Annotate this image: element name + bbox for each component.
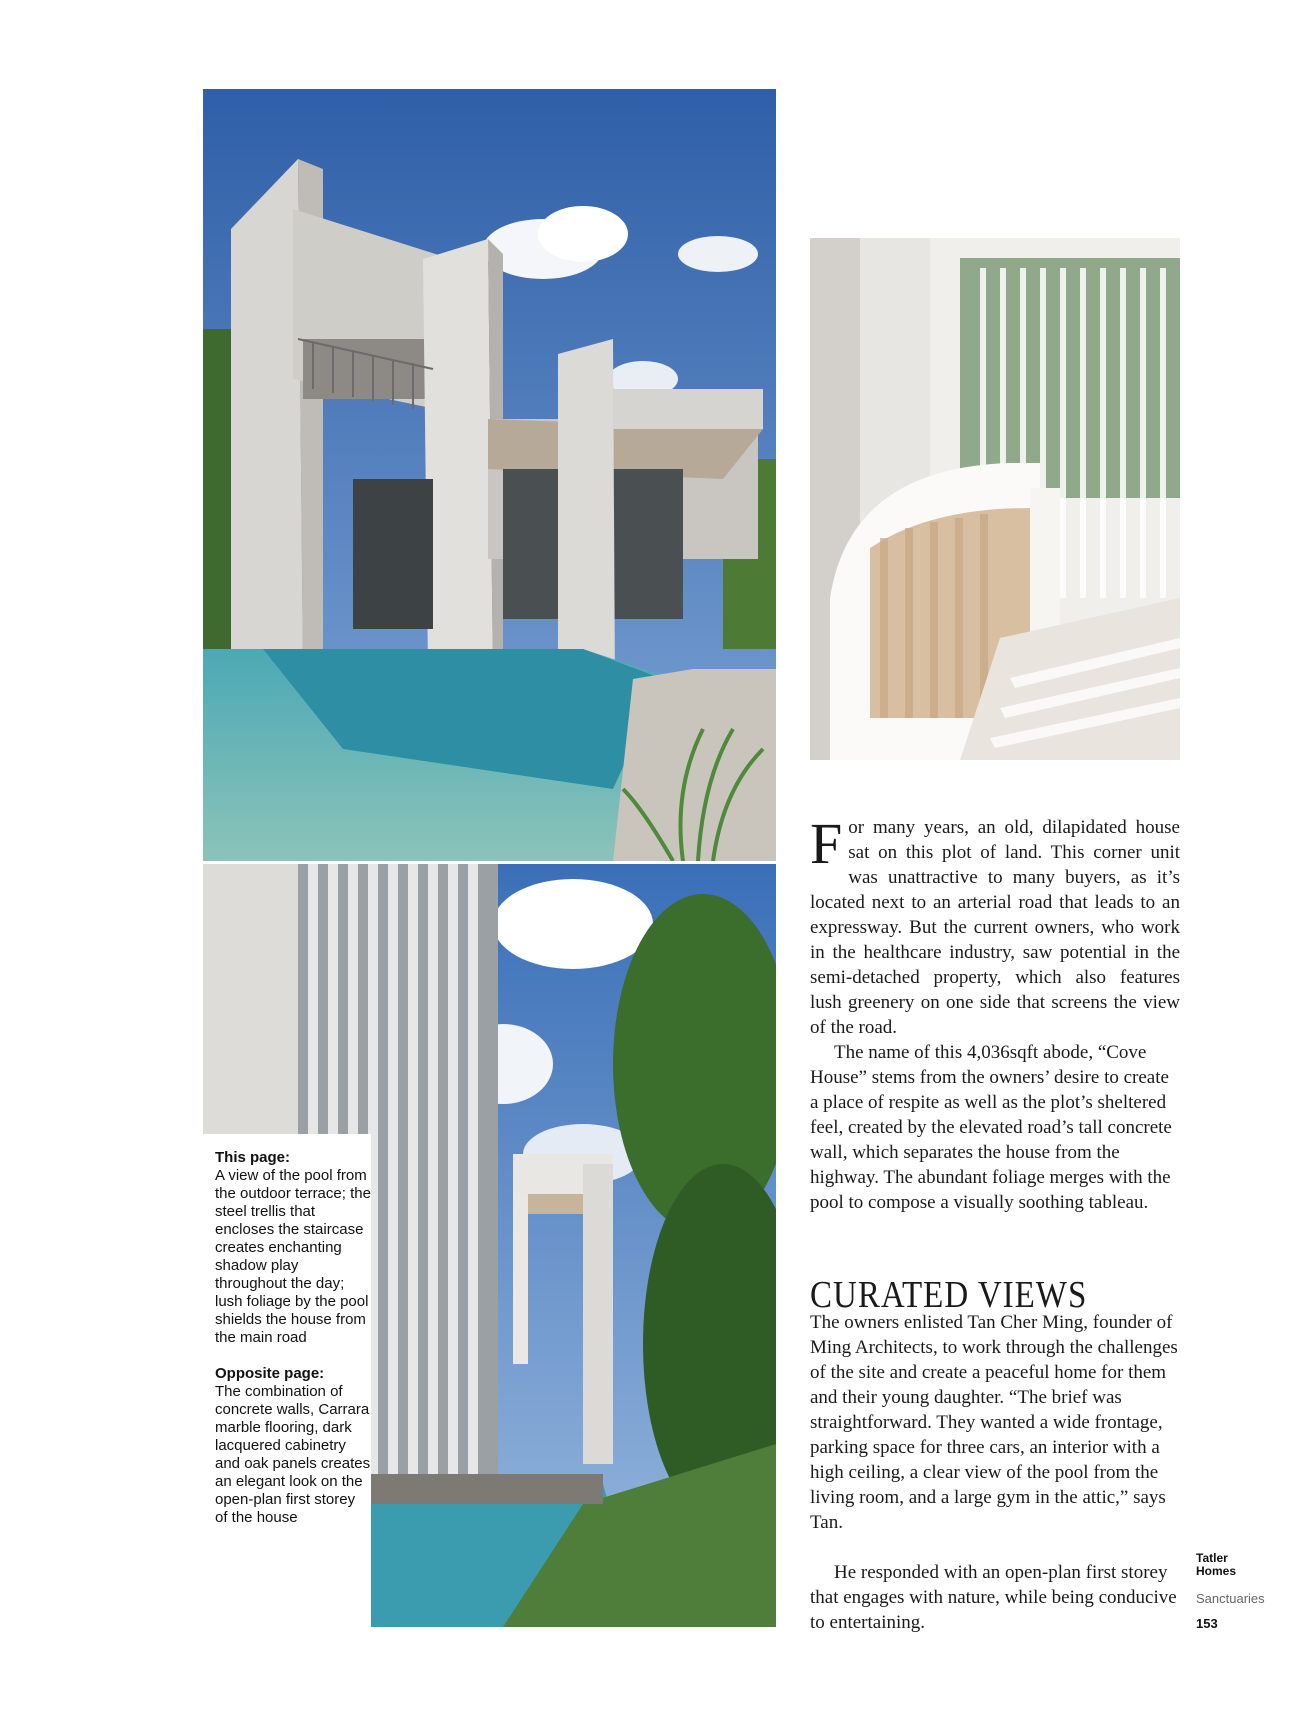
caption-this-page-text: A view of the pool from the outdoor terrace; the steel trellis that encloses the staircase creates enchanting shadow play throughout the day; lush foliage by the pool shields the house from the main road	[215, 1167, 371, 1346]
drop-cap: F	[810, 811, 843, 876]
caption-opposite-page-heading: Opposite page:	[215, 1365, 325, 1382]
article-paragraph-3: The owners enlisted Tan Cher Ming, founder of Ming Architects, to work through the challenges of the site and create a peaceful home for them and their young daughter. “The brief was straightforward. They wanted a wide frontage, parking space for three cars, an interior with a high ceiling, a clear view of the pool from the living room, and a large gym in the attic,” says Tan.	[810, 1312, 1178, 1533]
caption-opposite-page-text: The combination of concrete walls, Carrara marble flooring, dark lacquered cabinetry and oak panels creates an elegant look on the open-plan first storey of the house	[215, 1383, 371, 1526]
section-subheading: CURATED VIEWS	[810, 1275, 1088, 1317]
page-number: 153	[1196, 1616, 1218, 1631]
magazine-brand: Tatler Homes	[1196, 1551, 1237, 1578]
article-paragraph-1	[810, 811, 1180, 1040]
section-name: Sanctuaries	[1196, 1591, 1265, 1606]
caption-this-page-heading: This page:	[215, 1149, 291, 1166]
staircase-photo	[810, 238, 1180, 760]
paragraph-1-text: or many years, an old, dilapidated house sat on this plot of land. This corner unit was unattractive to many buyers, as it’s located next to an arterial road that leads to an expressway. But the current owners, who work in the healthcare industry, saw potential in the semi-detached property, which also features lush greenery on one side that screens the view of the road.	[810, 817, 1180, 1038]
photo-caption	[203, 1134, 371, 1634]
article-paragraph-2: The name of this 4,036sqft abode, “Cove House” stems from the owners’ desire to create a place of respite as well as the plot’s sheltered feel, created by the elevated road’s tall concrete wall, which separates the house from the highway. The abundant foliage merges with the pool to compose a visually soothing tableau.	[810, 1042, 1172, 1213]
house-pool-photo	[203, 89, 776, 861]
article-paragraph-4: He responded with an open-plan first storey that engages with nature, while being conducive to entertaining.	[810, 1562, 1177, 1633]
